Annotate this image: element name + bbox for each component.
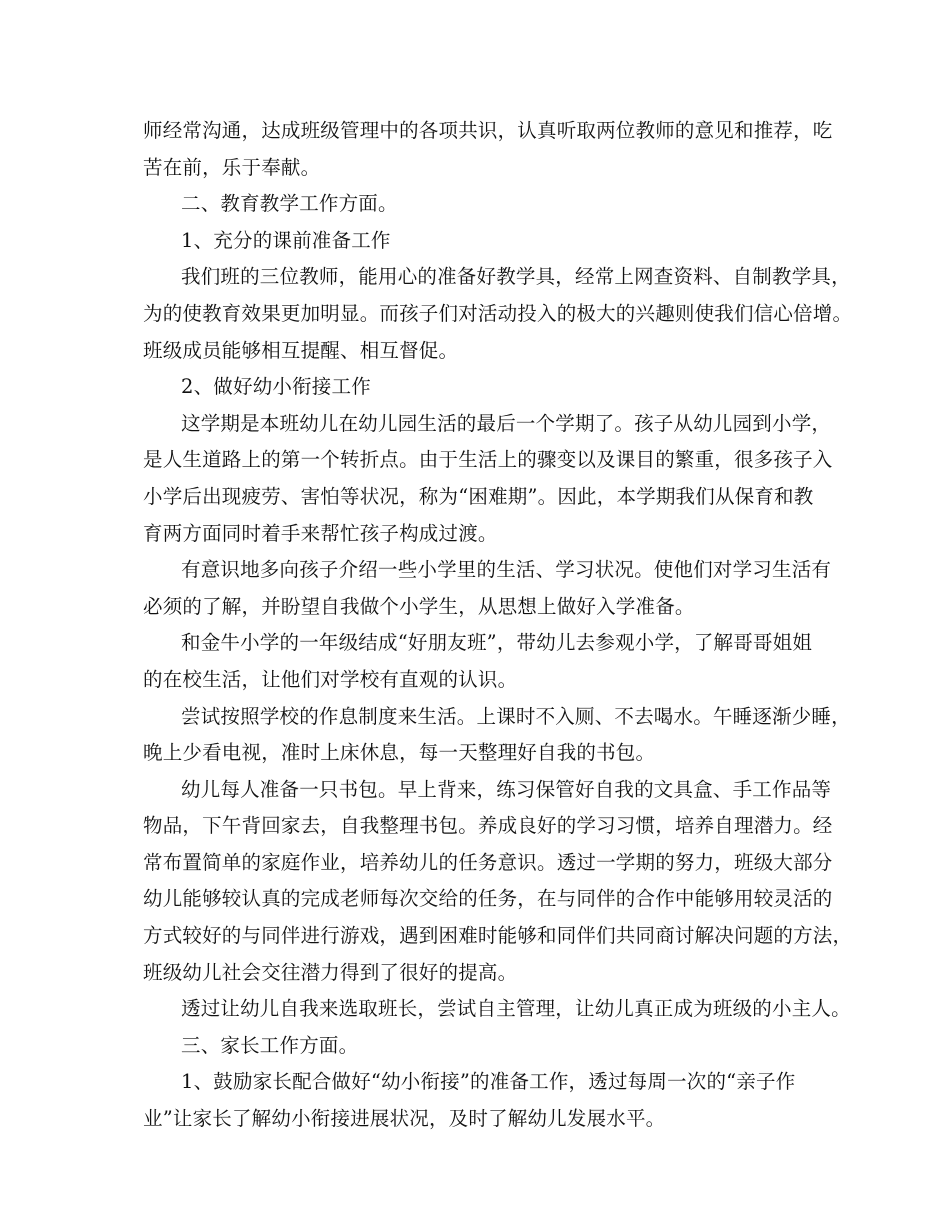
section-heading: 三、家长工作方面。: [181, 1033, 359, 1057]
text-line: 为的使教育效果更加明显。而孩子们对活动投入的极大的兴趣则使我们信心倍增。: [143, 301, 853, 325]
text-line: 我们班的三位教师，能用心的准备好教学具，经常上网查资料、自制教学具，: [181, 265, 851, 289]
text-line: 方式较好的与同伴进行游戏，遇到困难时能够和同伴们共同商讨解决问题的方法，: [143, 924, 853, 948]
section-heading: 二、教育教学工作方面。: [181, 192, 398, 216]
text-line: 的在校生活，让他们对学校有直观的认识。: [143, 667, 518, 691]
text-line: 和金牛小学的一年级结成“好朋友班”，带幼儿去参观小学，了解哥哥姐姐: [181, 631, 813, 655]
text-line: 有意识地多向孩子介绍一些小学里的生活、学习状况。使他们对学习生活有: [181, 558, 832, 582]
text-line: 小学后出现疲劳、害怕等状况，称为“困难期”。因此，本学期我们从保育和教: [143, 484, 814, 508]
text-line: 透过让幼儿自我来选取班长，尝试自主管理，让幼儿真正成为班级的小主人。: [181, 997, 851, 1021]
text-line: 业”让家长了解幼小衔接进展状况，及时了解幼儿发展水平。: [143, 1107, 666, 1131]
text-line: 1、鼓励家长配合做好“幼小衔接”的准备工作，透过每周一次的“亲子作: [181, 1070, 796, 1094]
text-line: 师经常沟通，达成班级管理中的各项共识，认真听取两位教师的意见和推荐，吃: [143, 119, 833, 142]
text-line: 班级幼儿社会交往潜力得到了很好的提高。: [143, 960, 518, 984]
text-line: 育两方面同时着手来帮忙孩子构成过渡。: [143, 521, 498, 545]
text-line: 常布置简单的家庭作业，培养幼儿的任务意识。透过一学期的努力，班级大部分: [143, 850, 833, 874]
text-line: 幼儿每人准备一只书包。早上背来，练习保管好自我的文具盒、手工作品等: [181, 777, 832, 801]
text-line: 苦在前，乐于奉献。: [143, 155, 321, 179]
document-body: [143, 113, 853, 1138]
subsection-heading: 1、充分的课前准备工作: [181, 228, 391, 252]
text-line: 班级成员能够相互提醒、相互督促。: [143, 338, 459, 362]
text-line: 幼儿能够较认真的完成老师每次交给的任务，在与同伴的合作中能够用较灵活的: [143, 887, 833, 911]
text-line: 晚上少看电视，准时上床休息，每一天整理好自我的书包。: [143, 741, 656, 765]
subsection-heading: 2、做好幼小衔接工作: [181, 375, 371, 399]
text-line: 这学期是本班幼儿在幼儿园生活的最后一个学期了。孩子从幼儿园到小学，: [181, 411, 832, 435]
text-line: 必须的了解，并盼望自我做个小学生，从思想上做好入学准备。: [143, 594, 695, 618]
text-line: 是人生道路上的第一个转折点。由于生活上的骤变以及课目的繁重，很多孩子入: [143, 448, 833, 472]
text-line: 尝试按照学校的作息制度来生活。上课时不入厕、不去喝水。午睡逐渐少睡，: [181, 704, 851, 728]
text-line: 物品，下午背回家去，自我整理书包。养成良好的学习习惯，培养自理潜力。经: [143, 814, 833, 838]
